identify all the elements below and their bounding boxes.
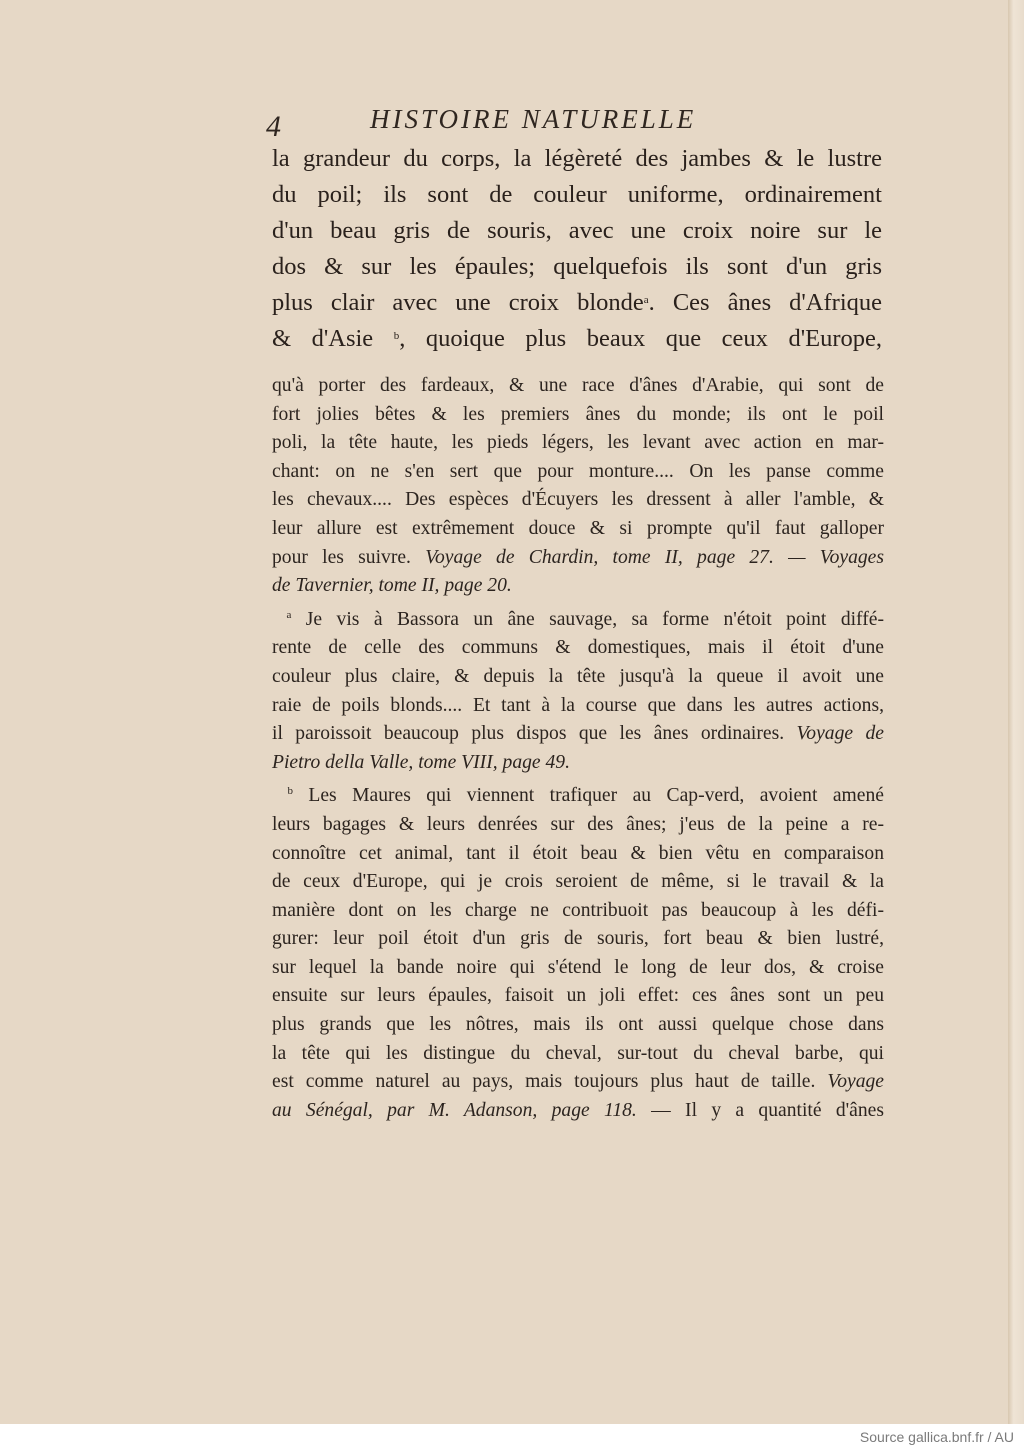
note-line <box>272 1068 884 1097</box>
main-text-line: d'un beau gris de souris, avec une croix noire sur le <box>272 217 882 244</box>
main-text-line: du poil; ils sont de couleur uniforme, ordinairement <box>272 181 882 208</box>
main-text-line: dos & sur les épaules; quelquefois ils sont d'un gris <box>272 253 882 280</box>
note-line: fort jolies bêtes & les premiers ânes du monde; ils ont le poil <box>272 403 884 425</box>
note-line: poli, la tête haute, les pieds légers, les levant avec action en mar- <box>272 432 884 454</box>
main-text <box>272 141 882 357</box>
note-line: ensuite sur leurs épaules, faisoit un joli effet: ces ânes sont un peu <box>272 985 884 1007</box>
note-text: est comme naturel au pays, mais toujours plus haut de taille. <box>272 1071 816 1093</box>
note-text: pour les suivre. <box>272 546 411 568</box>
main-text-line: la grandeur du corps, la légèreté des jambes & le lustre <box>272 145 882 172</box>
note-line: sur lequel la bande noire qui s'étend le long de leur dos, & croise <box>272 956 884 978</box>
note-line: gurer: leur poil étoit d'un gris de souris, fort beau & bien lustré, <box>272 928 884 950</box>
note-line: de ceux d'Europe, qui je crois seroient de même, si le travail & la <box>272 871 884 893</box>
note-line: qu'à porter des fardeaux, & une race d'ânes d'Arabie, qui sont de <box>272 375 884 396</box>
note-line: connoître cet animal, tant il étoit beau & bien vêtu en comparaison <box>272 842 884 864</box>
main-text-fragment: Ces ânes d'Afrique <box>672 289 883 316</box>
note-text: Je vis à Bassora un âne sauvage, sa forme n'étoit point diffé- <box>305 608 884 630</box>
note-marker-b: b <box>287 785 293 798</box>
citation: Voyage de Chardin, tome II, page 27. — Voyages <box>425 546 885 568</box>
citation: Voyage de <box>796 723 884 745</box>
note-line <box>272 720 884 749</box>
main-text-fragment: , quoique plus beaux que ceux d'Europe, <box>399 325 882 352</box>
note-line: raie de poils blonds.... Et tant à la course que dans les autres actions, <box>272 694 884 716</box>
source-credit: Source gallica.bnf.fr / AU <box>859 1429 1014 1445</box>
note-text: Les Maures qui viennent trafiquer au Cap-verd, avoient amené <box>308 785 884 807</box>
note-line <box>272 1097 884 1126</box>
note-ref-a: a <box>643 294 649 306</box>
citation: au Sénégal, par M. Adanson, page 118. <box>272 1099 637 1121</box>
note-line: leurs bagages & leurs denrées sur des ânes; j'eus de la peine a re- <box>272 813 884 835</box>
note-line: rente de celle des communs & domestiques, mais il étoit d'une <box>272 637 884 659</box>
note-line: manière dont on les charge ne contribuoit pas beaucoup à les défi- <box>272 899 884 921</box>
page-number: 4 <box>266 110 281 143</box>
citation-line: Pietro della Valle, tome VIII, page 49. <box>272 751 571 773</box>
note-line: la tête qui les distingue du cheval, sur-tout du cheval barbe, qui <box>272 1042 884 1064</box>
main-text-line <box>272 321 882 357</box>
note-line: couleur plus claire, & depuis la tête jusqu'à la queue il avoit une <box>272 665 884 687</box>
citation-line: de Tavernier, tome II, page 20. <box>272 575 512 597</box>
note-marker-a: a <box>286 608 292 621</box>
page-edge <box>1008 0 1024 1424</box>
note-line <box>272 606 884 635</box>
main-text-line: plus clair avec une croix blonde$^a$. Ces ânes d'Afrique <box>272 289 883 316</box>
note-text: — Il y a quantité d'ânes <box>651 1099 884 1121</box>
note-line <box>272 782 884 811</box>
note-line: les chevaux.... Des espèces d'Écuyers les dressent à aller l'amble, & <box>272 489 884 511</box>
page-header <box>266 104 826 144</box>
citation: Voyage <box>827 1071 884 1093</box>
main-text-fragment: & d'Asie <box>272 325 374 352</box>
note-ref-b: b <box>393 330 400 342</box>
running-title: HISTOIRE NATURELLE <box>370 104 697 134</box>
note-line <box>272 544 884 573</box>
footer <box>0 1424 1024 1454</box>
main-text-fragment: plus clair avec une croix blonde <box>272 289 644 316</box>
note-text: il paroissoit beaucoup plus dispos que les ânes ordinaires. <box>272 723 785 745</box>
note-line: leur allure est extrêmement douce & si prompte qu'il faut galloper <box>272 517 884 539</box>
note-line: chant: on ne s'en sert que pour monture.... On les panse comme <box>272 460 884 482</box>
footnotes <box>272 372 884 1125</box>
note-line: plus grands que les nôtres, mais ils ont aussi quelque chose dans <box>272 1014 884 1036</box>
